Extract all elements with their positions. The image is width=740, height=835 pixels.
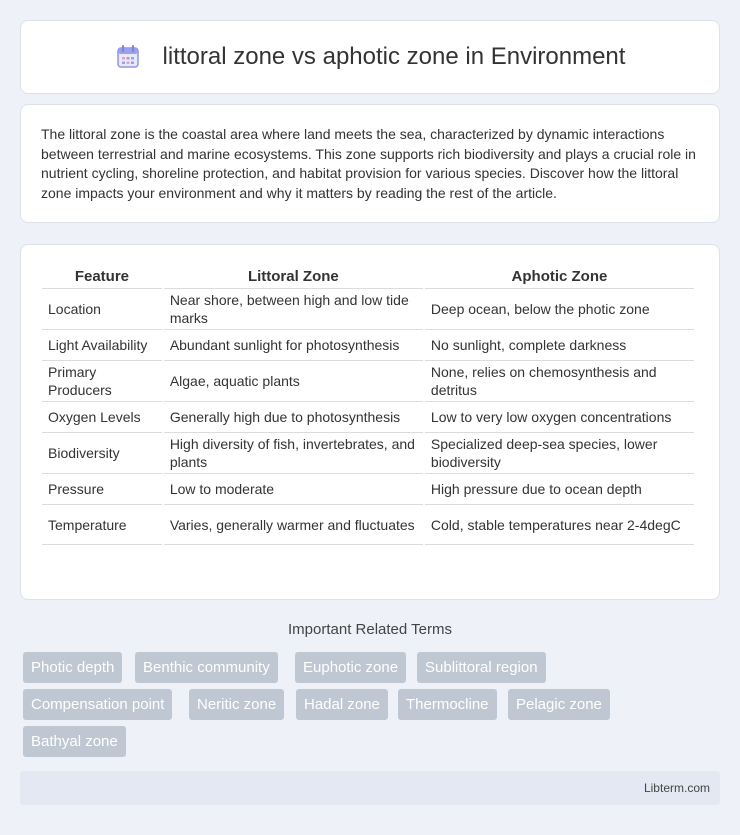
footer bbox=[20, 771, 720, 805]
table-row bbox=[42, 402, 694, 433]
row-littoral: Generally high due to photosynthesis bbox=[164, 402, 423, 433]
header-aphotic-zone: Aphotic Zone bbox=[425, 265, 694, 289]
intro-card bbox=[20, 104, 720, 223]
header-littoral-zone: Littoral Zone bbox=[164, 265, 423, 289]
table-row bbox=[42, 330, 694, 361]
table-row bbox=[42, 289, 694, 330]
table-header-row bbox=[42, 265, 694, 289]
comparison-card bbox=[20, 244, 720, 600]
related-terms-title: Important Related Terms bbox=[288, 621, 452, 638]
footer-site-link[interactable]: Libterm.com bbox=[643, 781, 710, 795]
term-tag[interactable]: Euphotic zone bbox=[295, 652, 406, 683]
term-tag[interactable]: Hadal zone bbox=[296, 689, 388, 720]
row-littoral: Algae, aquatic plants bbox=[164, 361, 423, 402]
term-tag[interactable]: Thermocline bbox=[398, 689, 497, 720]
row-aphotic: High pressure due to ocean depth bbox=[425, 474, 694, 505]
term-tag[interactable]: Benthic community bbox=[135, 652, 278, 683]
row-feature: Location bbox=[42, 289, 162, 330]
row-feature: Oxygen Levels bbox=[42, 402, 162, 433]
term-tag[interactable]: Sublittoral region bbox=[417, 652, 546, 683]
row-aphotic: Cold, stable temperatures near 2-4degC bbox=[425, 505, 694, 545]
row-littoral: High diversity of fish, invertebrates, and plants bbox=[164, 433, 423, 474]
term-tag[interactable]: Bathyal zone bbox=[23, 726, 126, 757]
row-feature: Pressure bbox=[42, 474, 162, 505]
page-title: littoral zone vs aphotic zone in Environment bbox=[162, 43, 626, 70]
row-aphotic: None, relies on chemosynthesis and detritus bbox=[425, 361, 694, 402]
table-row bbox=[42, 474, 694, 505]
row-aphotic: Deep ocean, below the photic zone bbox=[425, 289, 694, 330]
table-row bbox=[42, 433, 694, 474]
row-aphotic: Specialized deep-sea species, lower biodiversity bbox=[425, 433, 694, 474]
header-feature: Feature bbox=[42, 265, 162, 289]
row-feature: Biodiversity bbox=[42, 433, 162, 474]
term-tag[interactable]: Photic depth bbox=[23, 652, 122, 683]
term-tag[interactable]: Pelagic zone bbox=[508, 689, 610, 720]
calendar-icon bbox=[115, 44, 141, 70]
table-row bbox=[42, 505, 694, 545]
row-feature: Light Availability bbox=[42, 330, 162, 361]
row-feature: Temperature bbox=[42, 505, 162, 545]
row-aphotic: Low to very low oxygen concentrations bbox=[425, 402, 694, 433]
table-row bbox=[42, 361, 694, 402]
row-feature: Primary Producers bbox=[42, 361, 162, 402]
term-tag[interactable]: Compensation point bbox=[23, 689, 172, 720]
comparison-table bbox=[40, 265, 696, 545]
term-tag[interactable]: Neritic zone bbox=[189, 689, 284, 720]
row-littoral: Varies, generally warmer and fluctuates bbox=[164, 505, 423, 545]
row-littoral: Low to moderate bbox=[164, 474, 423, 505]
row-littoral: Abundant sunlight for photosynthesis bbox=[164, 330, 423, 361]
row-littoral: Near shore, between high and low tide marks bbox=[164, 289, 423, 330]
title-card bbox=[20, 20, 720, 94]
intro-text: The littoral zone is the coastal area where land meets the sea, characterized by dynamic interactions between terrestrial and marine ecosystems. This zone supports rich biodiversity and plays a crucial role in nutrient cycling, shoreline protection, and habitat provision for various species. Discover how the littoral zone impacts your environment and why it matters by reading the rest of the article. bbox=[41, 126, 696, 201]
row-aphotic: No sunlight, complete darkness bbox=[425, 330, 694, 361]
